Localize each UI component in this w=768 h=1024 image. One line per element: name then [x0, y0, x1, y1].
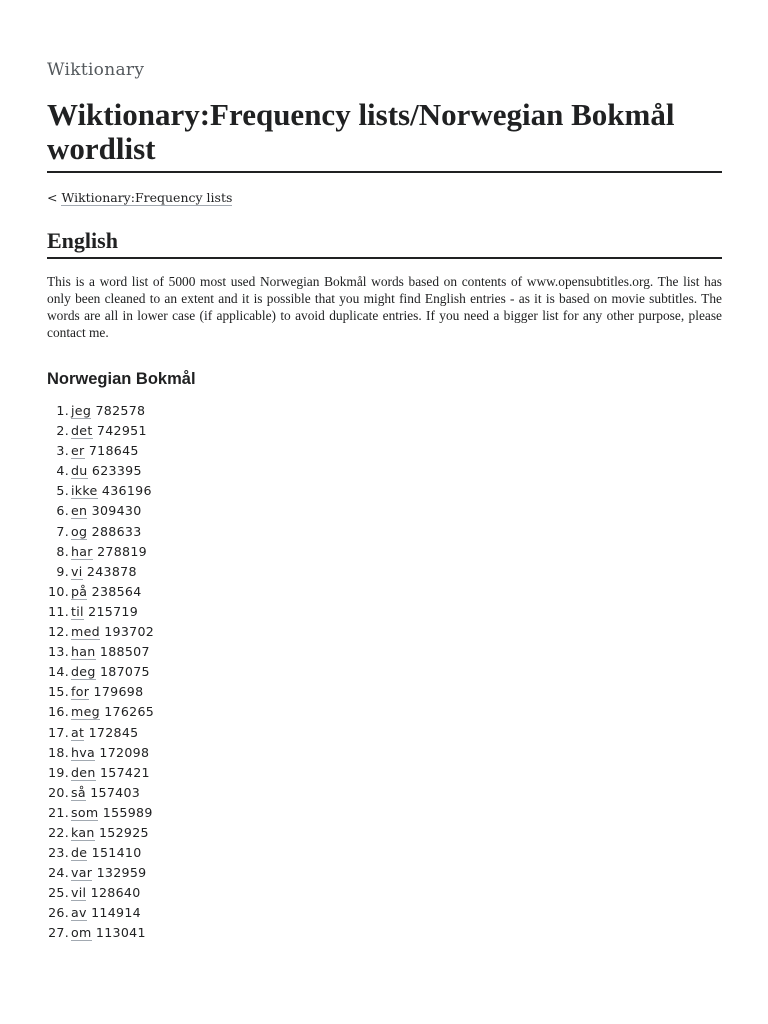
list-item-number: 22. — [48, 824, 69, 840]
word-link[interactable]: hva — [71, 744, 96, 760]
list-item-number: 15. — [48, 684, 69, 700]
word-link[interactable]: for — [71, 684, 90, 700]
list-item — [47, 543, 154, 563]
list-item — [47, 744, 154, 764]
subsection-heading-norwegian-bokmal: Norwegian Bokmål — [47, 370, 196, 388]
list-item — [47, 683, 154, 703]
list-item-number: 13. — [48, 644, 69, 660]
breadcrumb — [47, 190, 232, 205]
list-item — [47, 864, 154, 884]
list-item — [47, 523, 154, 543]
list-item-number: 11. — [48, 603, 69, 619]
word-link[interactable]: du — [71, 463, 88, 479]
list-item — [47, 703, 154, 723]
word-link[interactable]: var — [71, 865, 93, 881]
word-count: 278819 — [97, 543, 147, 559]
list-item — [47, 563, 154, 583]
word-list — [47, 402, 154, 945]
word-count: 132959 — [96, 865, 147, 881]
word-link[interactable]: det — [71, 423, 93, 439]
list-item — [47, 442, 154, 462]
word-count: 288633 — [91, 523, 142, 539]
word-link[interactable]: den — [71, 764, 96, 780]
word-count: 176265 — [104, 704, 155, 720]
list-item-number: 16. — [48, 704, 69, 720]
list-item — [47, 462, 154, 482]
word-count: 187075 — [99, 664, 150, 680]
list-item — [47, 904, 154, 924]
word-link[interactable]: meg — [71, 704, 100, 720]
breadcrumb-link-frequency-lists[interactable]: Wiktionary:Frequency lists — [61, 190, 233, 205]
word-count: 172845 — [88, 724, 139, 740]
list-item — [47, 502, 154, 522]
list-item-number: 23. — [48, 845, 69, 861]
list-item-number: 27. — [48, 925, 69, 941]
word-count: 152925 — [98, 824, 149, 840]
list-item-number: 9. — [56, 563, 69, 579]
word-link[interactable]: de — [71, 845, 88, 861]
list-item-number: 8. — [56, 543, 69, 559]
word-link[interactable]: som — [71, 804, 99, 820]
list-item-number: 1. — [56, 403, 69, 418]
word-link[interactable]: er — [71, 443, 85, 459]
word-count: 157403 — [90, 784, 141, 800]
word-count: 157421 — [99, 764, 150, 780]
word-link[interactable]: at — [71, 724, 85, 740]
list-item-number: 18. — [48, 744, 69, 760]
list-item — [47, 623, 154, 643]
word-link[interactable]: til — [71, 603, 84, 619]
list-item — [47, 603, 154, 623]
word-link[interactable]: han — [71, 644, 96, 660]
site-name[interactable]: Wiktionary — [47, 60, 145, 80]
page-title: Wiktionary:Frequency lists/Norwegian Bokmål wordlist — [47, 98, 722, 173]
word-count: 193702 — [104, 624, 155, 640]
word-link[interactable]: om — [71, 925, 92, 941]
list-item-number: 2. — [56, 423, 69, 439]
list-item — [47, 482, 154, 502]
word-count: 718645 — [88, 443, 139, 459]
word-link[interactable]: på — [71, 583, 88, 599]
word-count: 742951 — [96, 423, 147, 439]
list-item-number: 25. — [48, 885, 69, 901]
list-item-number: 14. — [48, 664, 69, 680]
list-item — [47, 844, 154, 864]
word-count: 113041 — [95, 925, 146, 941]
word-count: 172098 — [99, 744, 150, 760]
list-item-number: 20. — [48, 784, 69, 800]
list-item — [47, 804, 154, 824]
word-link[interactable]: og — [71, 523, 88, 539]
word-link[interactable]: ikke — [71, 483, 98, 499]
word-count: 215719 — [88, 603, 139, 619]
list-item — [47, 924, 154, 944]
list-item — [47, 764, 154, 784]
word-link[interactable]: jeg — [71, 403, 92, 418]
word-count: 179698 — [93, 684, 144, 700]
list-item-number: 26. — [48, 905, 69, 921]
list-item — [47, 402, 154, 422]
list-item — [47, 724, 154, 744]
list-item-number: 24. — [48, 865, 69, 881]
list-item — [47, 884, 154, 904]
list-item-number: 3. — [56, 443, 69, 459]
list-item-number: 17. — [48, 724, 69, 740]
list-item — [47, 583, 154, 603]
word-link[interactable]: så — [71, 784, 86, 800]
list-item-number: 4. — [56, 463, 69, 479]
word-count: 155989 — [102, 804, 153, 820]
list-item-number: 10. — [48, 583, 69, 599]
word-link[interactable]: en — [71, 503, 88, 519]
list-item-number: 6. — [56, 503, 69, 519]
word-count: 243878 — [86, 563, 137, 579]
word-link[interactable]: av — [71, 905, 87, 921]
list-item — [47, 663, 154, 683]
breadcrumb-prefix: < — [47, 190, 62, 205]
word-count: 114914 — [91, 905, 141, 921]
list-item — [47, 422, 154, 442]
word-link[interactable]: kan — [71, 824, 95, 840]
word-link[interactable]: med — [71, 624, 100, 640]
word-link[interactable]: vi — [71, 563, 83, 579]
word-count: 188507 — [99, 644, 150, 660]
list-item — [47, 784, 154, 804]
list-item — [47, 824, 154, 844]
list-item-number: 12. — [48, 624, 69, 640]
word-count: 309430 — [91, 503, 142, 519]
list-item-number: 21. — [48, 804, 69, 820]
section-heading-english: English — [47, 228, 722, 259]
word-link[interactable]: vil — [71, 885, 87, 901]
list-item-number: 5. — [56, 483, 69, 499]
word-count: 238564 — [91, 583, 142, 599]
list-item-number: 19. — [48, 764, 69, 780]
list-item-number: 7. — [56, 523, 69, 539]
word-count: 436196 — [101, 483, 152, 499]
word-count: 782578 — [95, 403, 146, 418]
word-count: 623395 — [91, 463, 142, 479]
intro-paragraph: This is a word list of 5000 most used Norwegian Bokmål words based on contents of www.opensubtitles.org. The list has only been cleaned to an extent and it is possible that you might find English entries - as it is based on movie subtitles. The words are all in lower case (if applicable) to avoid duplicate entries. If you need a bigger list for any other purpose, please contact me. — [47, 274, 722, 340]
word-count: 128640 — [90, 885, 141, 901]
word-link[interactable]: har — [71, 543, 93, 559]
word-link[interactable]: deg — [71, 664, 96, 680]
word-count: 151410 — [91, 845, 142, 861]
list-item — [47, 643, 154, 663]
